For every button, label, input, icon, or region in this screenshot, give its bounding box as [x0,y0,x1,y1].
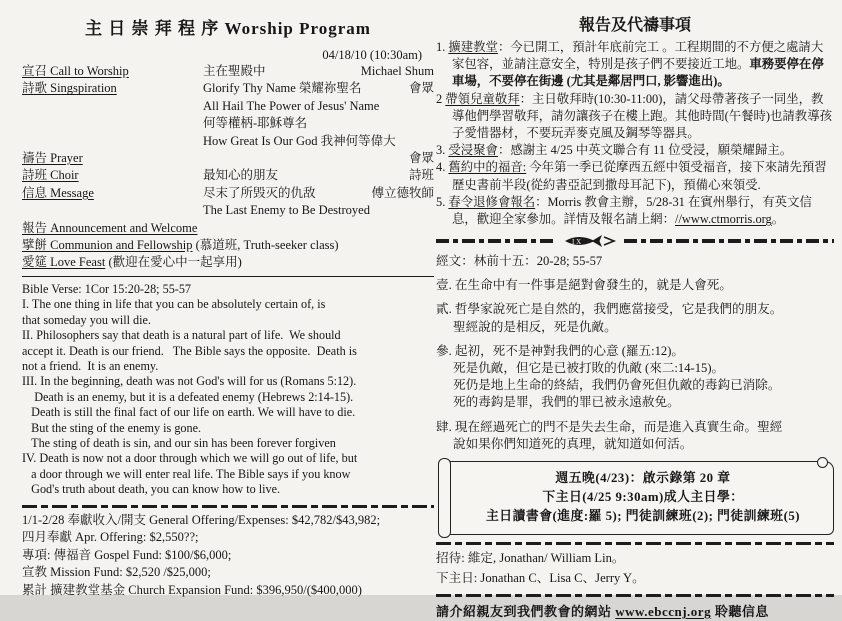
announcement-item [436,39,834,91]
program-item-person: 會眾 [408,81,434,96]
program-row-wide [22,220,434,237]
announcement-text: 。 [771,212,785,227]
announcement-item [436,159,834,193]
announcement-number: 4. [436,160,449,175]
outline-line-english: a door through we will enter real life. The Bible says if you know [22,466,351,481]
ushers-today: 招待: 維定, Jonathan/ William Lin。 [436,551,625,566]
announcement-text: ：感謝主 4/25 中英文聯合有 11 位受浸，願榮耀歸主。 [497,143,793,158]
outline-line-english: The sting of death is sin, and our sin has been forever forgiven [22,435,336,450]
program-row [22,202,434,219]
program-item-person: 詩班 [408,168,434,183]
website-invitation-pre: 請介紹親友到我們教會的網站 [436,604,616,620]
announcement-list [436,39,834,228]
announcement-heading: 帶領兒童敬拜 [445,91,520,106]
sermon-outline-chinese [436,277,834,453]
announcement-number: 2 [436,91,446,106]
announcement-heading: 舊約中的福音: [448,160,527,175]
program-item-content: The Last Enemy to Be Destroyed [203,203,370,218]
offering-line: 累計 擴建教堂基金 Church Expansion Fund: $396,950/($400,000) [22,582,362,597]
program-item-label: 詩班 Choir [22,168,79,183]
outline-group [436,419,834,453]
outline-group [436,343,834,412]
announcement-item [436,142,834,159]
outline-line-english: I. The one thing in life that you can be absolutely certain of, is [22,297,326,312]
program-item-content: 主在聖殿中 [203,64,266,78]
program-item-label: 宣召 Call to Worship [22,64,129,78]
program-item-content: All Hail The Power of Jesus' Name [203,98,380,113]
outline-line-english: III. In the beginning, death was not God's will for us (Romans 5:12). [22,374,357,389]
outline-group [436,301,834,335]
offering-line: 專項: 傳福音 Gospel Fund: $100/$6,000; [22,547,232,562]
worship-program-column [22,10,434,600]
announcement-heading: 受浸聚會 [448,143,498,158]
outline-line-chinese: 貳. 哲學家說死亡是自然的，我們應當接受，它是我們的朋友。 [436,302,783,317]
program-row [22,63,434,80]
outline-line-chinese: 死仍是地上生命的終結，我們仍會死但仇敵的毒鈎已消除。 [453,378,781,393]
program-row [22,115,434,132]
program-item-person: 會眾 [408,151,434,166]
outline-line-chinese: 聖經說的是相反，死是仇敵。 [453,319,617,334]
announcement-heading: 擴建教堂 [448,40,498,54]
outline-line-english: Death is an enemy, but it is a defeated enemy (Hebrews 2:14-15). [22,389,354,404]
program-wide-rows [22,220,434,272]
program-row-wide [22,237,434,254]
program-row [22,150,434,167]
service-date: 04/18/10 (10:30am) [322,48,422,62]
program-item-content: 尽末了所毁灭的仇敌 [203,185,316,200]
program-item-person: 傅立德牧師 [371,185,434,200]
website-invitation-post: 聆聽信息 [711,604,769,620]
dash-dot-divider [436,594,834,597]
program-item-note: (歡迎在愛心中一起享用) [105,255,242,270]
outline-line-english: II. Philosophers say that death is a natural part of life. We should [22,328,341,343]
outline-line-chinese: 說如果你們知道死的真理，就知道如何活。 [453,436,693,451]
scroll-curl-icon [817,457,828,468]
program-row-wide [22,254,434,271]
outline-line-chinese: 參. 起初，死不是神對我們的心意 (羅五:12)。 [436,343,685,358]
program-row [22,185,434,202]
program-row [22,80,434,97]
schedule-line: 主日讀書會(進度:羅 5); 門徒訓練班(2); 門徒訓練班(5) [486,509,800,524]
program-row [22,167,434,184]
section-divider-line [22,276,434,277]
announcement-item [436,194,834,228]
outline-line-english: that someday you will die. [22,312,151,327]
offering-line: 1/1-2/28 奉獻收入/開支 General Offering/Expenses: $42,782/$43,982; [22,512,381,527]
svg-text:I X: I X [572,238,582,247]
outline-line-english: IV. Death is now not a door through which we will go out of life, but [22,451,358,466]
outline-line-english: Death is still the final fact of our life on earth. We will have to die. [22,405,356,420]
program-item-content: 最知心的朋友 [203,168,279,183]
outline-line-english: not a friend. It is an enemy. [22,358,159,373]
announcement-text: ：主日敬拜時(10:30-11:00)，請父母帶著孩子一同坐，教導他們學習敬拜，請勿讓孩子在樓上跑。其他時間(午餐時)也請教導孩子愛惜器材，不要玩弄麥克風及鋼琴等器具。 [452,91,832,141]
dash-dot-divider [436,239,556,243]
program-row [22,133,434,150]
ichthys-fish-icon [564,233,616,249]
sermon-outline-english [22,282,434,498]
outline-line-chinese: 死的毒鈎是罪，我們的罪已被永遠赦免。 [453,395,680,410]
website-invitation [436,602,834,621]
outline-line-chinese: 壹. 在生命中有一件事是絕對會發生的，就是人會死。 [436,278,732,293]
outline-line-english: But the sting of the enemy is gone. [22,420,202,435]
program-item-label: 禱告 Prayer [22,151,83,166]
program-item-content: How Great Is Our God 我神何等偉大 [203,133,396,148]
outline-line-english: God's truth about death, you can know how to live. [22,482,281,497]
program-row [22,98,434,115]
church-website-link[interactable]: www.ebccnj.org [615,604,712,620]
offering-line: 四月奉獻 Apr. Offering: $2,550??; [22,530,199,545]
program-item-note: (慕道班, Truth-seeker class) [192,238,339,253]
announcement-text: ：Morris 教會主辦，5/28-31 在賓州舉行，有英文信息，歡迎全家參加。詳情及報名請上網： [452,194,812,227]
announcement-number: 1. [436,40,449,54]
program-item-person: Michael Shum [360,64,434,78]
program-item-label: 詩歌 Singspiration [22,81,117,96]
outline-line-english: accept it. Death is our friend. The Bible says the opposite. Death is [22,343,357,358]
program-item-label: 愛筵 Love Feast [22,255,106,270]
schedule-lines [459,469,827,526]
announcement-number: 3. [436,143,449,158]
program-item-content: Glorify Thy Name 榮耀祢聖名 [203,81,362,96]
retreat-website-link[interactable]: //www.ctmorris.org [675,212,772,227]
offering-line: 宣教 Mission Fund: $2,520 /$25,000; [22,565,211,580]
announcement-heading: 春令退修會報名 [448,194,536,209]
outline-group [436,277,834,294]
offering-report [22,512,434,600]
worship-program-title: 主 日 崇 拜 程 序 Worship Program [85,19,371,38]
announcements-title: 報告及代禱事項 [578,17,691,34]
fish-divider [436,233,834,249]
weekly-schedule-scroll [444,461,834,535]
announcement-item [436,91,834,143]
dash-dot-divider [624,239,834,243]
announcement-text-bold: 車務要停在停車場，不要停在街邊 (尤其是鄰居門口, 影響進出)。 [452,57,824,89]
program-item-label: 信息 Message [22,185,94,200]
program-item-label: 報告 Announcement and Welcome [22,220,198,235]
scripture-reference: 經文：林前十五：20-28; 55-57 [436,254,603,269]
schedule-line: 週五晚(4/23)：啟示錄第 20 章 [555,471,731,486]
schedule-line: 下主日(4/25 9:30am)成人主日學： [542,490,744,505]
outline-line-chinese: 死是仇敵，但它是已被打敗的仇敵 (來二:14-15)。 [453,361,725,376]
ushers-next-sunday: 下主日: Jonathan C、Lisa C、Jerry Y。 [436,571,645,586]
announcement-number: 5. [436,194,449,209]
dash-dot-divider [436,542,834,545]
program-rows [22,63,434,220]
announcement-text: 今年第一季已從摩西五經中領受福音，接下來請先預習歷史書前半段(從約書亞記到撒母耳記下)，預備心來領受. [452,160,827,192]
announcements-column [436,10,834,621]
outline-line-english: Bible Verse: 1Cor 15:20-28; 55-57 [22,281,192,296]
scroll-roll-icon [438,458,451,538]
dash-dot-divider [22,505,434,508]
announcement-text: ：今已開工，預計年底前完工 。工程期間的不方便之處請大家包容，並請注意安全，特別是孩子們不要接近工地。 [452,40,824,72]
outline-line-chinese: 肆. 現在經過死亡的門不是失去生命，而是進入真實生命。聖經 [436,419,783,434]
program-item-content: 何等權柄-耶穌尊名 [203,116,308,131]
program-item-label: 擘餅 Communion and Fellowship [22,238,193,253]
